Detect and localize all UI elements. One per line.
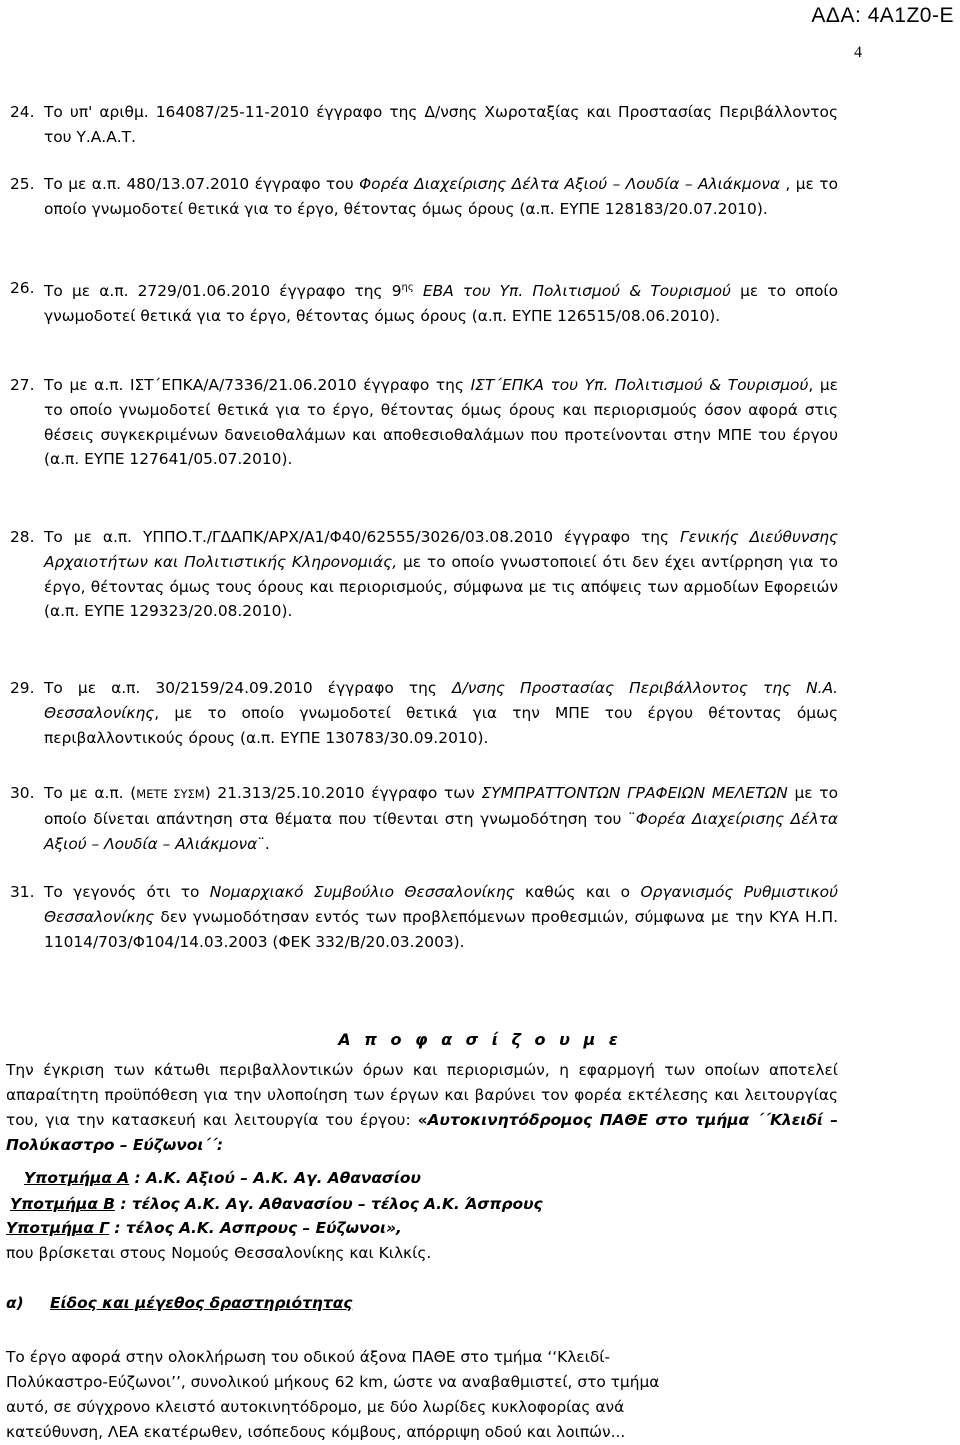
consideration-item xyxy=(10,525,838,624)
item-text-part: ης xyxy=(401,282,414,293)
item-text-part: , με το οποίο γνωμοδοτεί θετικά για το έργο, θέτοντας όμως όρους (α.π. ΕΥΠΕ 128183/20.07.2010). xyxy=(44,175,838,218)
item-text-part: Το με α.π. 2729/01.06.2010 έγγραφο της 9 xyxy=(44,282,402,301)
item-text-part: Το με α.π. 30/2159/24.09.2010 έγγραφο της xyxy=(44,679,453,697)
item-text-part: Το με α.π. ΥΠΠΟ.Τ./ΓΔΑΠΚ/ΑΡΧ/Α1/Φ40/62555/3026/03.08.2010 έγγραφο της xyxy=(44,528,681,546)
subsection-a-label: Υποτμήμα Α xyxy=(24,1169,130,1187)
item-number: 24. xyxy=(10,103,35,121)
item-text-part: Το με α.π. 480/13.07.2010 έγγραφο του xyxy=(44,175,360,193)
item-text-part: Οργανισμός Ρυθμιστικού Θεσσαλονίκης xyxy=(44,883,838,926)
subsection-a-text: : Α.Κ. Αξιού – Α.Κ. Αγ. Αθανασίου xyxy=(129,1169,421,1187)
item-text-part: Φορέα Διαχείρισης Δέλτα Αξιού – Λουδία – Αλιάκμονα xyxy=(359,175,780,193)
item-text-part: με το οποίο γνωμοδοτεί θετικά για το έργο, θέτοντας όμως όρους (α.π. ΕΥΠΕ 126515/08.06.2010). xyxy=(44,282,838,325)
item-number: 25. xyxy=(10,175,35,193)
section-a-title: Είδος και μέγεθος δραστηριότητας xyxy=(50,1294,353,1312)
item-text-part: ¨. xyxy=(257,834,270,853)
section-a-label: α) xyxy=(6,1294,24,1312)
item-text xyxy=(44,525,838,624)
decision-heading: Α π ο φ α σ ί ζ ο υ μ ε xyxy=(338,1030,622,1049)
item-number: 29. xyxy=(10,679,35,697)
subsection-c-text: : τέλος Α.Κ. Ασπρους – Εύζωνοι», xyxy=(109,1219,402,1237)
item-text xyxy=(44,373,838,472)
item-text-part: Φορέα Διαχείρισης Δέλτα Αξιού – Λουδία – Αλιάκμονα xyxy=(44,809,838,853)
page-number: 4 xyxy=(854,44,862,61)
item-text-part: ΕΒΑ του Υπ. Πολιτισμού & Τουρισμού xyxy=(413,282,731,301)
item-text-part: Νομαρχιακό Συμβούλιο Θεσσαλονίκης xyxy=(209,883,515,901)
item-text xyxy=(44,781,838,856)
item-text-part: ΣΥΜΠΡΑΤΤΟΝΤΩΝ ΓΡΑΦΕΙΩΝ ΜΕΛΕΤΩΝ xyxy=(481,784,788,802)
consideration-item xyxy=(10,172,838,222)
final-line: κατεύθυνση, ΛΕΑ εκατέρωθεν, ισόπεδους κόμβους, απόρριψη οδού και λοιπών... xyxy=(6,1423,626,1441)
subsection-b-label: Υποτμήμα Β xyxy=(10,1195,115,1213)
item-text-part: , με το οποίο γνωμοδοτεί θετικά για το έργο, θέτοντας όμως όρους και περιορισμούς όσον αφορά στις θέσεις συγκεκριμένων δανειοθαλάμων και αποθεσιοθαλάμων που προτείνονται στην ΜΠΕ του έργου (α.π. ΕΥΠΕ 127641/05.07.2010). xyxy=(44,376,838,469)
item-text-part: Δ/νσης Προστασίας Περιβάλλοντος της Ν.Α. Θεσσαλονίκης xyxy=(44,679,838,722)
item-text xyxy=(44,100,838,150)
item-text-part: , με το οποίο γνωμοδοτεί θετικά για την ΜΠΕ του έργου θέτοντας όμως περιβαλλοντικούς όρους (α.π. ΕΥΠΕ 130783/30.09.2010). xyxy=(44,703,838,747)
final-line: Το έργο αφορά στην ολοκλήρωση του οδικού άξονα ΠΑΘΕ στο τμήμα ‘‘Κλειδί- xyxy=(6,1348,611,1366)
consideration-item xyxy=(10,781,838,856)
item-text-part: με το οποίο δίνεται απάντηση στα θέματα που τίθενται στη γνωμοδότηση του ¨ xyxy=(44,784,838,828)
item-number: 30. xyxy=(10,784,35,802)
item-number: 26. xyxy=(10,279,35,297)
consideration-item xyxy=(10,373,838,472)
subsection-a xyxy=(24,1166,856,1191)
item-text-part: ΜΕΤΕ ΣΥΣΜ xyxy=(136,787,205,801)
item-text-part: δεν γνωμοδότησαν εντός των προβλεπόμενων προθεσμιών, σύμφωνα με την ΚΥΑ Η.Π. 11014/703/Φ104/14.03.2003 (ΦΕΚ 332/Β/20.03.2003). xyxy=(44,907,838,951)
project-title: «Αυτοκινητόδρομος ΠΑΘΕ στο τμήμα ΄΄Κλειδί – Πολύκαστρο – Εύζωνοι΄΄: xyxy=(6,1111,838,1154)
item-text-part: ΙΣΤ΄ΕΠΚΑ του Υπ. Πολιτισμού & Τουρισμού xyxy=(470,376,809,394)
final-line: Πολύκαστρο-Εύζωνοι’’, συνολικού μήκους 62 km, ώστε να αναβαθμιστεί, στο τμήμα xyxy=(6,1373,660,1391)
item-text-part: Γενικής Διεύθυνσης Αρχαιοτήτων και Πολιτιστικής Κληρονομιάς, xyxy=(44,528,838,571)
item-text xyxy=(44,172,838,222)
final-paragraph xyxy=(6,1345,838,1445)
decision-paragraph xyxy=(6,1058,838,1158)
decision-text: Την έγκριση των κάτωθι περιβαλλοντικών όρων και περιορισμών, η εφαρμογή των οποίων αποτελεί απαραίτητη προϋπόθεση για την υλοποίηση των έργων και βαρύνει τον φορέα εκτέλεσης και λειτουργίας του, για την κατασκευή και λειτουργία του έργου: xyxy=(6,1061,838,1129)
section-a-heading xyxy=(6,1294,352,1312)
item-text-part: Το υπ' αριθμ. 164087/25-11-2010 έγγραφο της Δ/νσης Χωροταξίας και Προστασίας Περιβάλλοντος του Υ.Α.Α.Τ. xyxy=(44,103,838,146)
subsection-c-label: Υποτμήμα Γ xyxy=(6,1219,110,1237)
item-text-part: ) 21.313/25.10.2010 έγγραφο των xyxy=(204,784,482,802)
item-number: 28. xyxy=(10,528,35,546)
final-line: αυτό, σε σύγχρονο κλειστό αυτοκινητόδρομο, με δύο λωρίδες κυκλοφορίας ανά xyxy=(6,1398,625,1416)
consideration-item xyxy=(10,100,838,150)
item-text-part: καθώς και ο xyxy=(514,883,641,901)
consideration-item xyxy=(10,276,838,329)
item-number: 27. xyxy=(10,376,35,394)
item-text-part: Το με α.π. ( xyxy=(44,784,137,802)
item-number: 31. xyxy=(10,883,35,901)
project-location: που βρίσκεται στους Νομούς Θεσσαλονίκης και Κιλκίς. xyxy=(6,1244,432,1262)
subsection-b xyxy=(10,1192,842,1217)
item-text-part: με το οποίο γνωστοποιεί ότι δεν έχει αντίρρηση για το έργο, θέτοντας όμως τους όρους και περιορισμούς, σύμφωνα με τις απόψεις των αρμοδίων Εφορειών (α.π. ΕΥΠΕ 129323/20.08.2010). xyxy=(44,552,838,621)
consideration-item xyxy=(10,880,838,954)
item-text xyxy=(44,676,838,750)
ada-code: ΑΔΑ: 4Α1Ζ0-Ε xyxy=(811,4,954,27)
item-text-part: Το γεγονός ότι το xyxy=(44,883,210,901)
item-text xyxy=(44,880,838,954)
item-text xyxy=(44,276,838,329)
item-text-part: Το με α.π. ΙΣΤ΄ΕΠΚΑ/Α/7336/21.06.2010 έγγραφο της xyxy=(44,376,471,394)
subsection-b-text: : τέλος Α.Κ. Αγ. Αθανασίου – τέλος Α.Κ. Άσπρους xyxy=(114,1195,543,1213)
consideration-item xyxy=(10,676,838,750)
subsection-c xyxy=(6,1216,838,1241)
